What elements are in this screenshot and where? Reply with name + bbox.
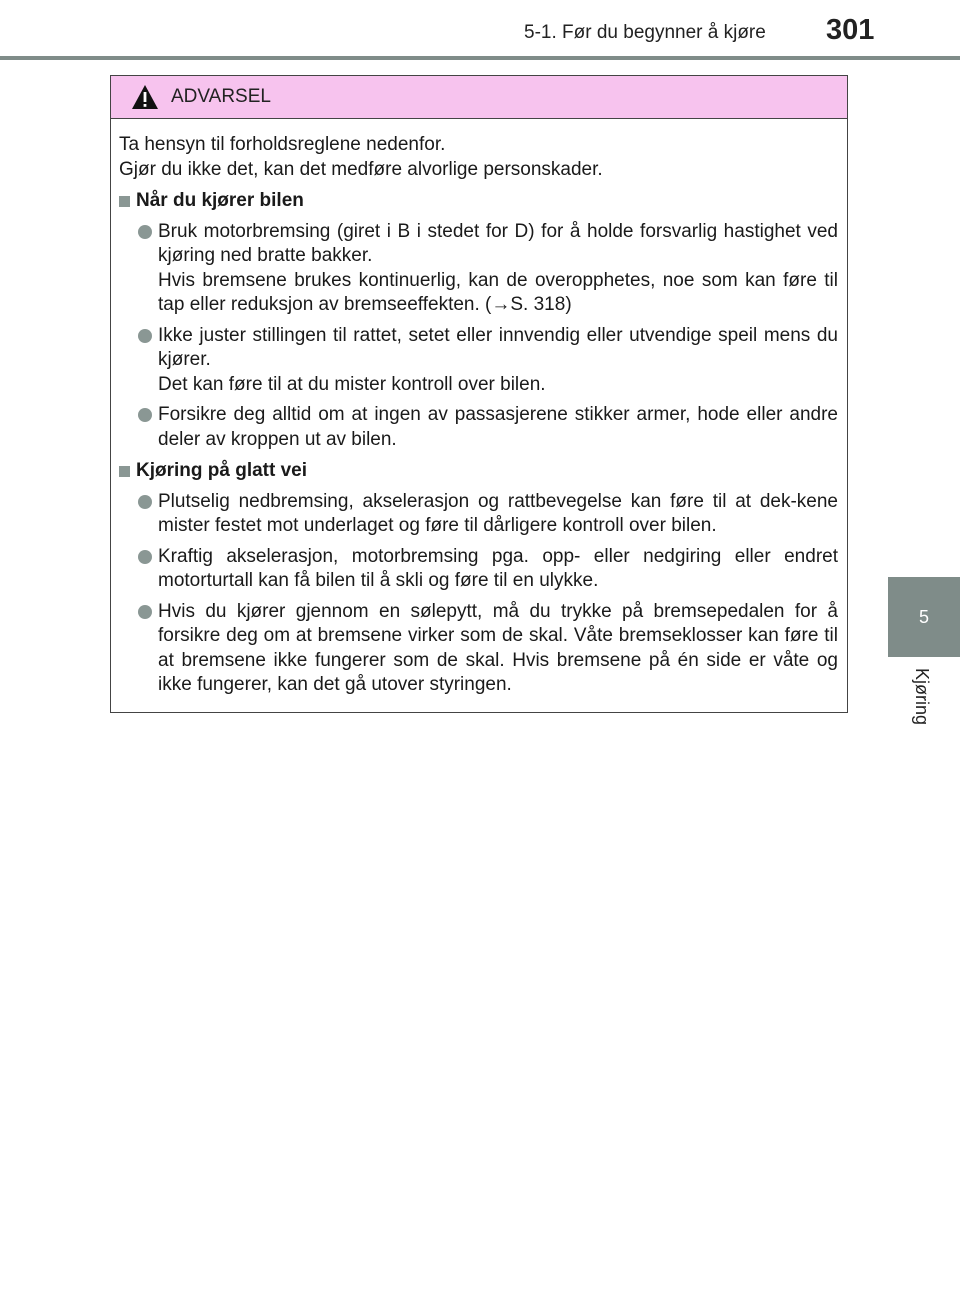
header-rule — [0, 56, 960, 60]
chapter-number: 5 — [918, 606, 929, 627]
list-item — [119, 490, 838, 539]
bullet-paragraph: Ikke juster stillingen til rattet, setet eller innvendig eller utvendige speil mens du kjører. — [158, 324, 838, 370]
circle-bullet-icon — [138, 495, 152, 509]
circle-bullet-icon — [138, 329, 152, 343]
subheading-text: Når du kjører bilen — [136, 190, 304, 211]
subheading-text: Kjøring på glatt vei — [136, 460, 308, 481]
circle-bullet-icon — [138, 550, 152, 564]
section-header: 5-1. Før du begynner å kjøre — [524, 22, 766, 43]
square-bullet-icon — [119, 196, 130, 207]
bullet-paragraph: Kraftig akselerasjon, motorbremsing pga. opp- eller nedgiring eller endret motorturtall kan få bilen til å skli og føre til en ulykke. — [158, 545, 838, 591]
list-item — [119, 600, 838, 698]
page-number: 301 — [826, 14, 875, 46]
warning-title: ADVARSEL — [171, 86, 271, 107]
circle-bullet-icon — [138, 225, 152, 239]
intro-line: Ta hensyn til forholdsreglene nedenfor. — [119, 134, 446, 155]
bullet-paragraph: Hvis bremsene brukes kontinuerlig, kan de overopphetes, noe som kan føre til tap eller reduksjon av bremseeffekten. (→S. 318) — [158, 269, 838, 315]
subheading — [119, 189, 838, 214]
warning-box — [110, 75, 848, 713]
warning-header — [111, 76, 847, 119]
warning-triangle-icon — [131, 84, 159, 110]
list-item — [119, 545, 838, 594]
square-bullet-icon — [119, 466, 130, 477]
bullet-paragraph: Forsikre deg alltid om at ingen av passasjerene stikker armer, hode eller andre deler av kroppen ut av bilen. — [158, 404, 838, 450]
list-item — [119, 324, 838, 398]
bullet-paragraph: Plutselig nedbremsing, akselerasjon og rattbevegelse kan føre til at dek-kene mister festet mot underlaget og føre til dårligere kontroll over bilen. — [158, 490, 838, 536]
circle-bullet-icon — [138, 605, 152, 619]
bullet-paragraph: Bruk motorbremsing (giret i B i stedet for D) for å holde forsvarlig hastighet ved kjøring ned bratte bakker. — [158, 220, 838, 266]
chapter-tab[interactable] — [888, 577, 960, 657]
chapter-label: Kjøring — [912, 668, 932, 726]
circle-bullet-icon — [138, 408, 152, 422]
subheading — [119, 459, 838, 484]
list-item — [119, 403, 838, 452]
warning-body — [111, 119, 847, 698]
intro-line: Gjør du ikke det, kan det medføre alvorlige personskader. — [119, 158, 603, 180]
list-item — [119, 220, 838, 318]
bullet-paragraph: Hvis du kjører gjennom en sølepytt, må du trykke på bremsepedalen for å forsikre deg om at bremsene virker som de skal. Våte bremseklosser kan føre til at bremsene ikke fungerer som de skal. Hvis bremsene på én side er våte og ikke fungerer, kan det gå utover styringen. — [158, 600, 838, 695]
warning-intro — [119, 133, 838, 182]
bullet-paragraph: Det kan føre til at du mister kontroll over bilen. — [158, 373, 546, 395]
